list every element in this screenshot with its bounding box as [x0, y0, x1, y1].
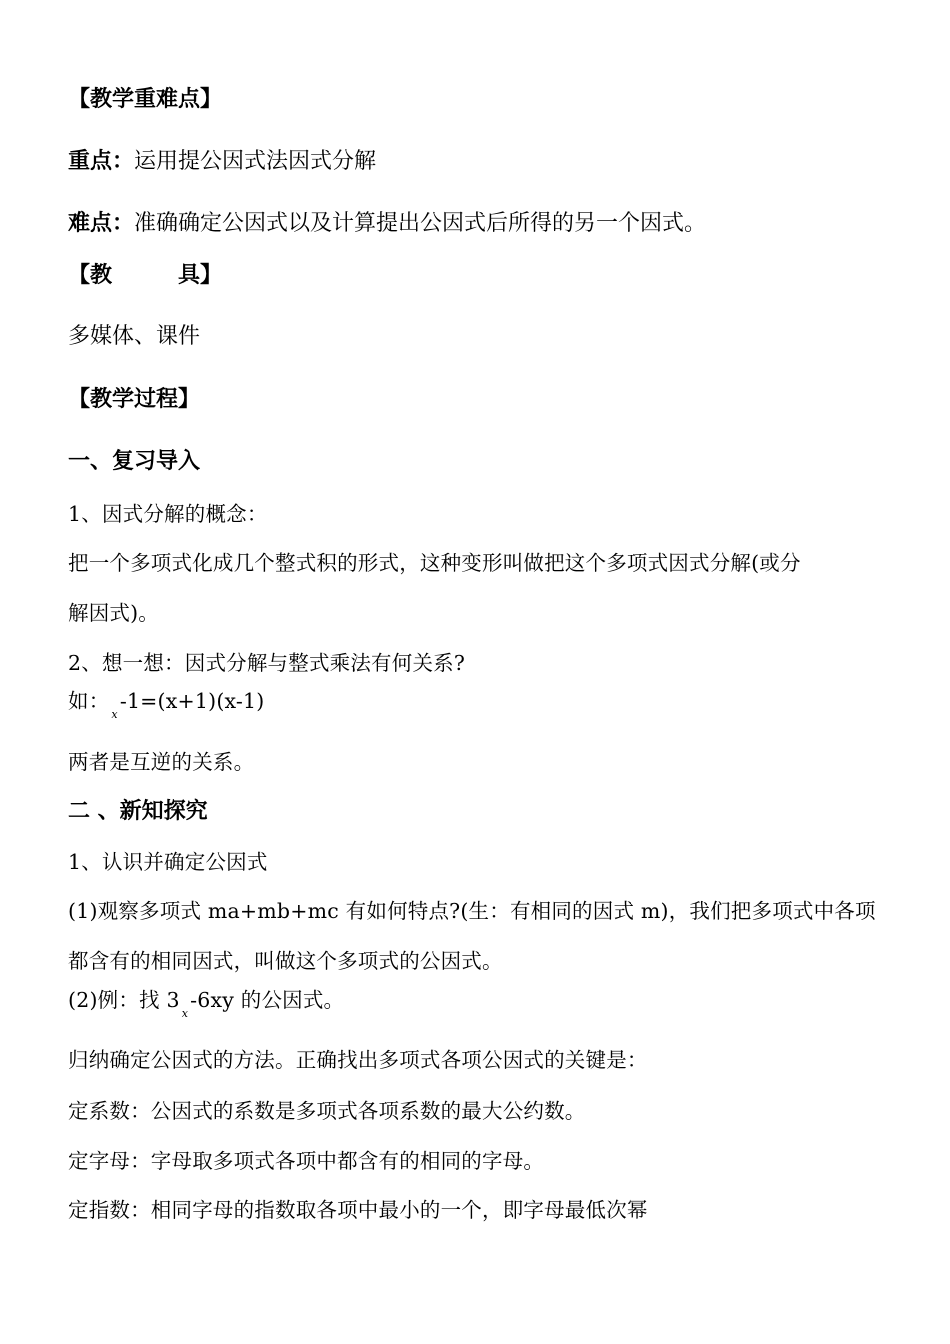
s2-obs-line1: (1)观察多项式 ma+mb+mc 有如何特点?(生：有相同的因式 m)，我们把多项式中各项 — [68, 899, 876, 923]
s2-ex-rest: -6xy 的公因式。 — [190, 988, 345, 1012]
s1-def-line1: 把一个多项式化成几个整式积的形式，这种变形叫做把这个多项式因式分解(或分 — [68, 551, 801, 575]
s1-relation: 两者是互逆的关系。 — [68, 750, 255, 774]
s2-obs-line2: 都含有的相同因式，叫做这个多项式的公因式。 — [68, 949, 503, 973]
s2-ex-var: x — [181, 1007, 189, 1020]
section1-title: 一、复习导入 — [68, 449, 201, 474]
tools-text: 多媒体、课件 — [68, 324, 201, 349]
difficulty-label: 难点： — [68, 211, 135, 236]
s2-example — [68, 983, 344, 1020]
s1-example-var: x — [111, 708, 118, 721]
heading-process: 【教学过程】 — [68, 387, 201, 412]
s2-coef: 定系数：公因式的系数是多项式各项系数的最大公约数。 — [68, 1099, 586, 1123]
difficulty-line — [68, 206, 706, 237]
s1-def-line2: 解因式)。 — [68, 601, 159, 625]
s2-letter: 定字母：字母取多项式各项中都含有的相同的字母。 — [68, 1149, 545, 1173]
s2-item1: 1、认识并确定公因式 — [68, 850, 268, 874]
key-point-label: 重点： — [68, 149, 135, 174]
s2-exp: 定指数：相同字母的指数取各项中最小的一个，即字母最低次幂 — [68, 1198, 648, 1222]
s2-method: 归纳确定公因式的方法。正确找出多项式各项公因式的关键是： — [68, 1048, 648, 1072]
s1-item1: 1、因式分解的概念： — [68, 502, 268, 526]
s2-ex-prefix: (2)例：找 3 — [68, 988, 180, 1012]
key-point-text: 运用提公因式法因式分解 — [134, 149, 377, 174]
s1-example — [68, 684, 265, 721]
heading-tools: 【教 具】 — [68, 263, 223, 288]
s1-item2: 2、想一想：因式分解与整式乘法有何关系? — [68, 651, 466, 675]
key-point-line — [68, 144, 376, 175]
difficulty-text: 准确确定公因式以及计算提出公因式后所得的另一个因式。 — [134, 211, 707, 236]
heading-key-points: 【教学重难点】 — [68, 87, 223, 112]
s1-example-rest: -1=(x+1)(x-1) — [119, 689, 265, 713]
section2-title: 二 、新知探究 — [68, 799, 208, 824]
s1-example-prefix: 如： — [68, 689, 110, 713]
